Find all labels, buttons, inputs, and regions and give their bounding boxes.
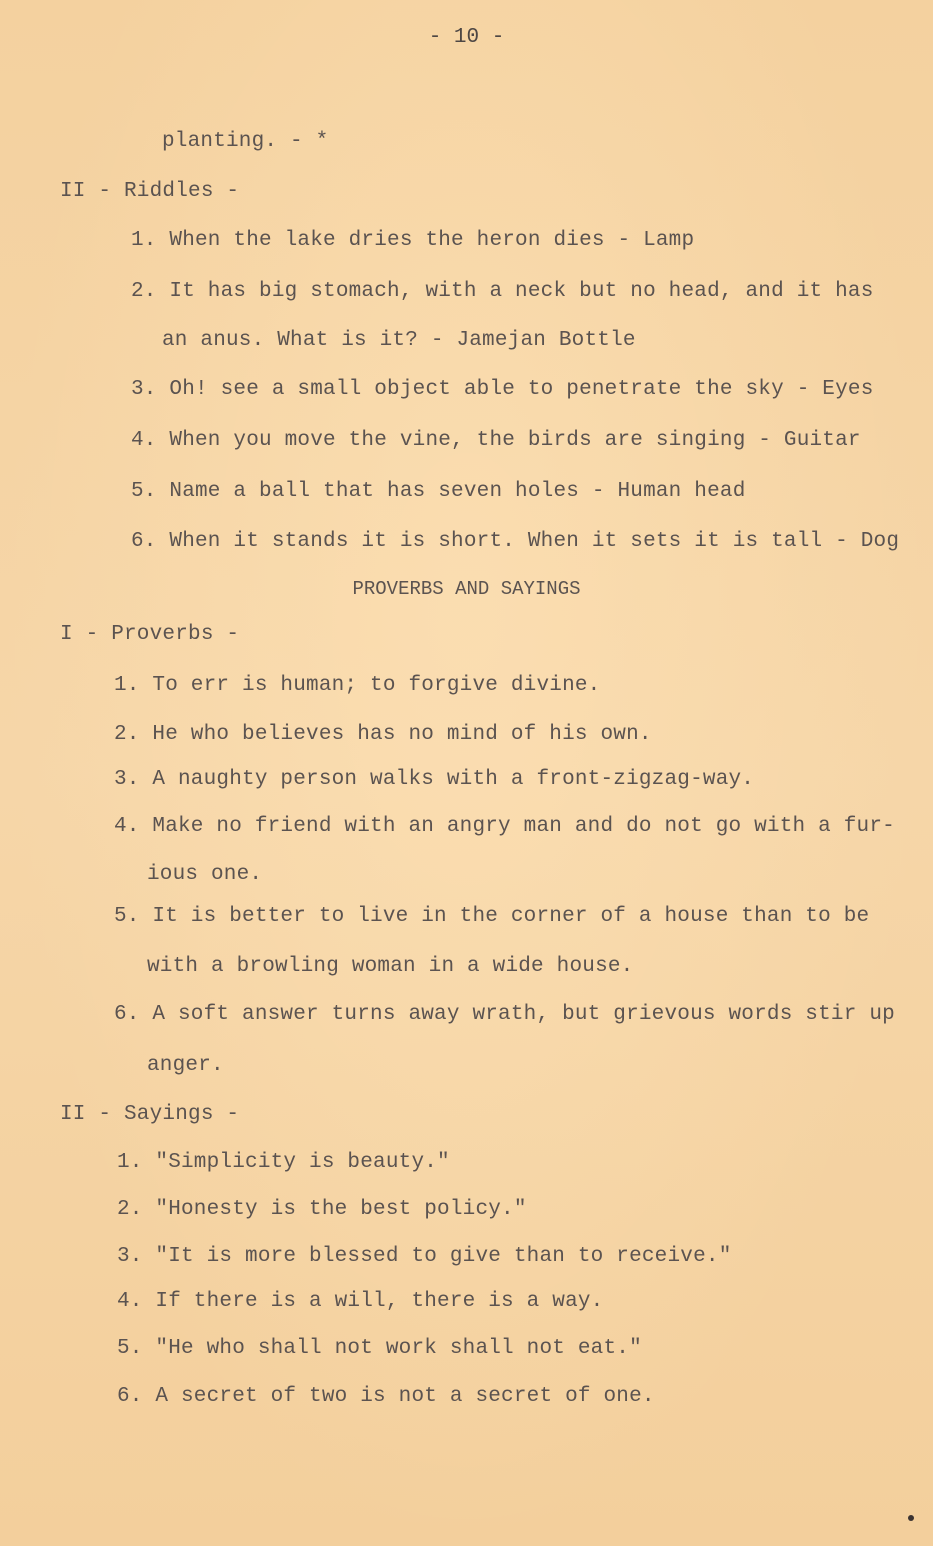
riddle-item-1: 1. When the lake dries the heron dies - Lamp (131, 229, 695, 252)
saying-item-3: 3. "It is more blessed to give than to receive." (117, 1245, 732, 1268)
proverb-item-4: 4. Make no friend with an angry man and do not go with a fur- (114, 815, 895, 838)
riddle-item-2-continued: an anus. What is it? - Jamejan Bottle (162, 329, 636, 352)
paper-speck (908, 1515, 914, 1521)
riddle-item-3: 3. Oh! see a small object able to penetrate the sky - Eyes (131, 378, 874, 401)
riddle-item-5: 5. Name a ball that has seven holes - Human head (131, 480, 746, 503)
proverb-item-1: 1. To err is human; to forgive divine. (114, 674, 601, 697)
saying-item-2: 2. "Honesty is the best policy." (117, 1198, 527, 1221)
proverb-item-2: 2. He who believes has no mind of his own. (114, 723, 652, 746)
saying-item-6: 6. A secret of two is not a secret of one. (117, 1385, 655, 1408)
proverb-item-5-continued: with a browling woman in a wide house. (147, 955, 634, 978)
saying-item-4: 4. If there is a will, there is a way. (117, 1290, 604, 1313)
proverb-item-5: 5. It is better to live in the corner of a house than to be (114, 905, 870, 928)
continuation-text: planting. - * (162, 130, 329, 153)
proverb-item-6-continued: anger. (147, 1054, 224, 1077)
section-title: PROVERBS AND SAYINGS (352, 578, 581, 600)
riddles-heading: II - Riddles - (60, 180, 240, 203)
proverb-item-3: 3. A naughty person walks with a front-zigzag-way. (114, 768, 755, 791)
page-number: - 10 - (428, 26, 505, 49)
proverbs-heading: I - Proverbs - (60, 623, 240, 646)
proverb-item-6: 6. A soft answer turns away wrath, but grievous words stir up (114, 1003, 895, 1026)
saying-item-1: 1. "Simplicity is beauty." (117, 1151, 450, 1174)
riddle-item-6: 6. When it stands it is short. When it sets it is tall - Dog (131, 530, 900, 553)
riddle-item-4: 4. When you move the vine, the birds are singing - Guitar (131, 429, 861, 452)
sayings-heading: II - Sayings - (60, 1103, 240, 1126)
proverb-item-4-continued: ious one. (147, 863, 263, 886)
saying-item-5: 5. "He who shall not work shall not eat." (117, 1337, 642, 1360)
riddle-item-2: 2. It has big stomach, with a neck but no head, and it has (131, 280, 874, 303)
